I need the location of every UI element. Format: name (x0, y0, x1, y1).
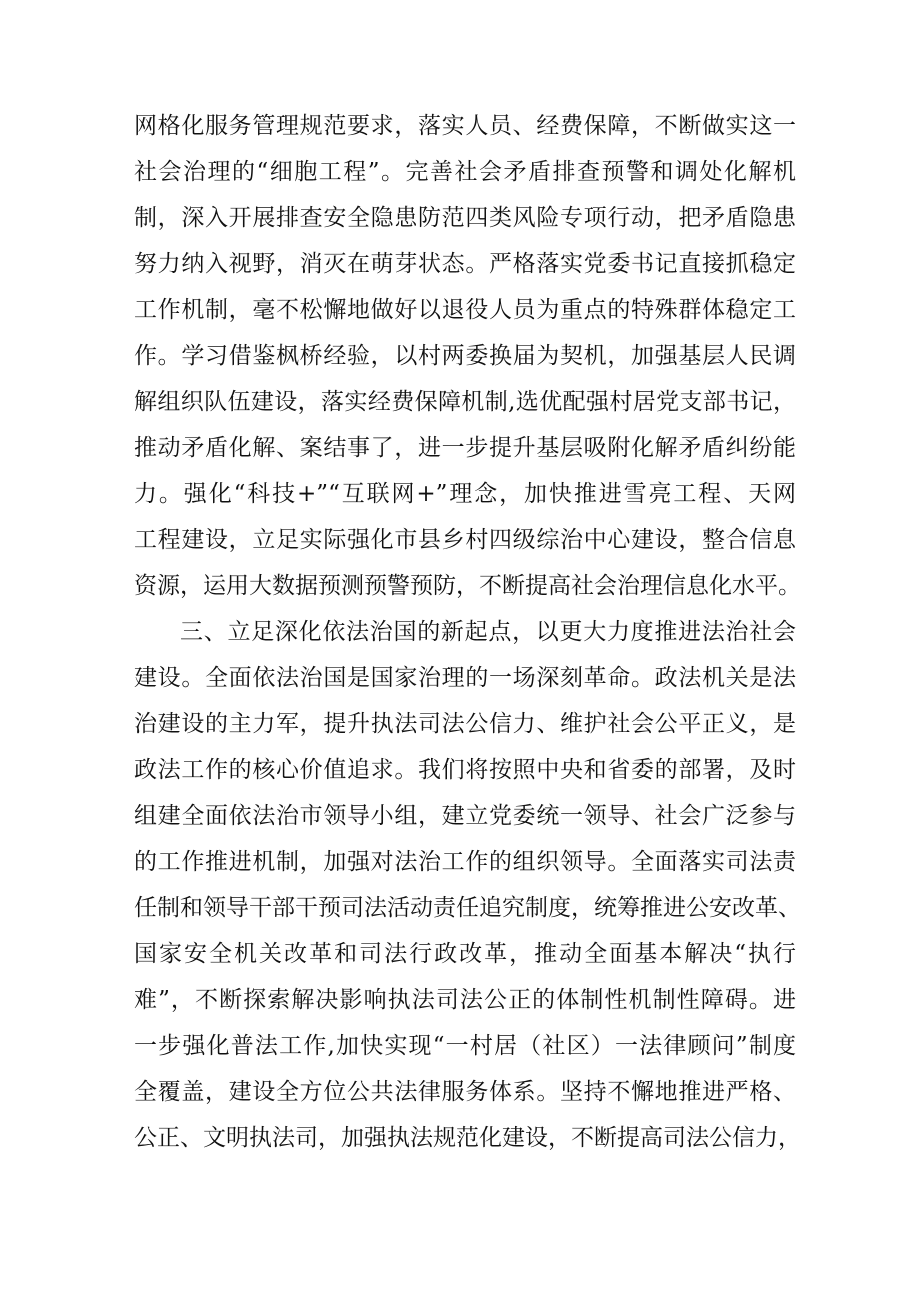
text-line: 政法工作的核心价值追求。我们将按照中央和省委的部署，及时 (134, 757, 796, 783)
text-line: 建设。全面依法治国是国家治理的一场深刻革命。政法机关是法 (134, 665, 796, 691)
text-line: 努力纳入视野，消灭在萌芽状态。严格落实党委书记直接抓稳定 (134, 251, 796, 277)
text-line: 推动矛盾化解、案结事了，进一步提升基层吸附化解矛盾纠纷能 (134, 435, 796, 461)
text-line: 全覆盖，建设全方位公共法律服务体系。坚持不懈地推进严格、 (134, 1079, 796, 1105)
text-line: 国家安全机关改革和司法行政改革，推动全面基本解决“执行 (134, 941, 796, 967)
text-line: 治建设的主力军，提升执法司法公信力、维护社会公平正义，是 (134, 711, 796, 737)
text-line: 公正、文明执法司，加强执法规范化建设，不断提高司法公信力， (134, 1125, 801, 1151)
text-line: 资源，运用大数据预测预警预防，不断提高社会治理信息化水平。 (134, 573, 801, 599)
text-line: 作。学习借鉴枫桥经验，以村两委换届为契机，加强基层人民调 (134, 343, 796, 369)
text-line: 难”，不断探索解决影响执法司法公正的体制性机制性障碍。进 (134, 987, 796, 1013)
text-line: 工作机制，毫不松懈地做好以退役人员为重点的特殊群体稳定工 (134, 297, 796, 323)
text-line: 一步强化普法工作,加快实现“一村居（社区）一法律顾问”制度 (134, 1033, 796, 1059)
text-line: 力。强化“科技+”“互联网+”理念，加快推进雪亮工程、天网 (134, 481, 796, 507)
text-line: 的工作推进机制，加强对法治工作的组织领导。全面落实司法责 (134, 849, 796, 875)
section-heading-line: 三、立足深化依法治国的新起点，以更大力度推进法治社会 (180, 619, 796, 645)
text-line: 组建全面依法治市领导小组，建立党委统一领导、社会广泛参与 (134, 803, 796, 829)
text-line: 制，深入开展排查安全隐患防范四类风险专项行动，把矛盾隐患 (134, 205, 796, 231)
text-line: 解组织队伍建设，落实经费保障机制,选优配强村居党支部书记， (134, 389, 796, 415)
text-line: 任制和领导干部干预司法活动责任追究制度，统筹推进公安改革、 (134, 895, 801, 921)
text-line: 社会治理的“细胞工程”。完善社会矛盾排查预警和调处化解机 (134, 159, 796, 185)
text-line: 工程建设，立足实际强化市县乡村四级综治中心建设，整合信息 (134, 527, 796, 553)
text-line: 网格化服务管理规范要求，落实人员、经费保障，不断做实这一 (134, 113, 796, 139)
